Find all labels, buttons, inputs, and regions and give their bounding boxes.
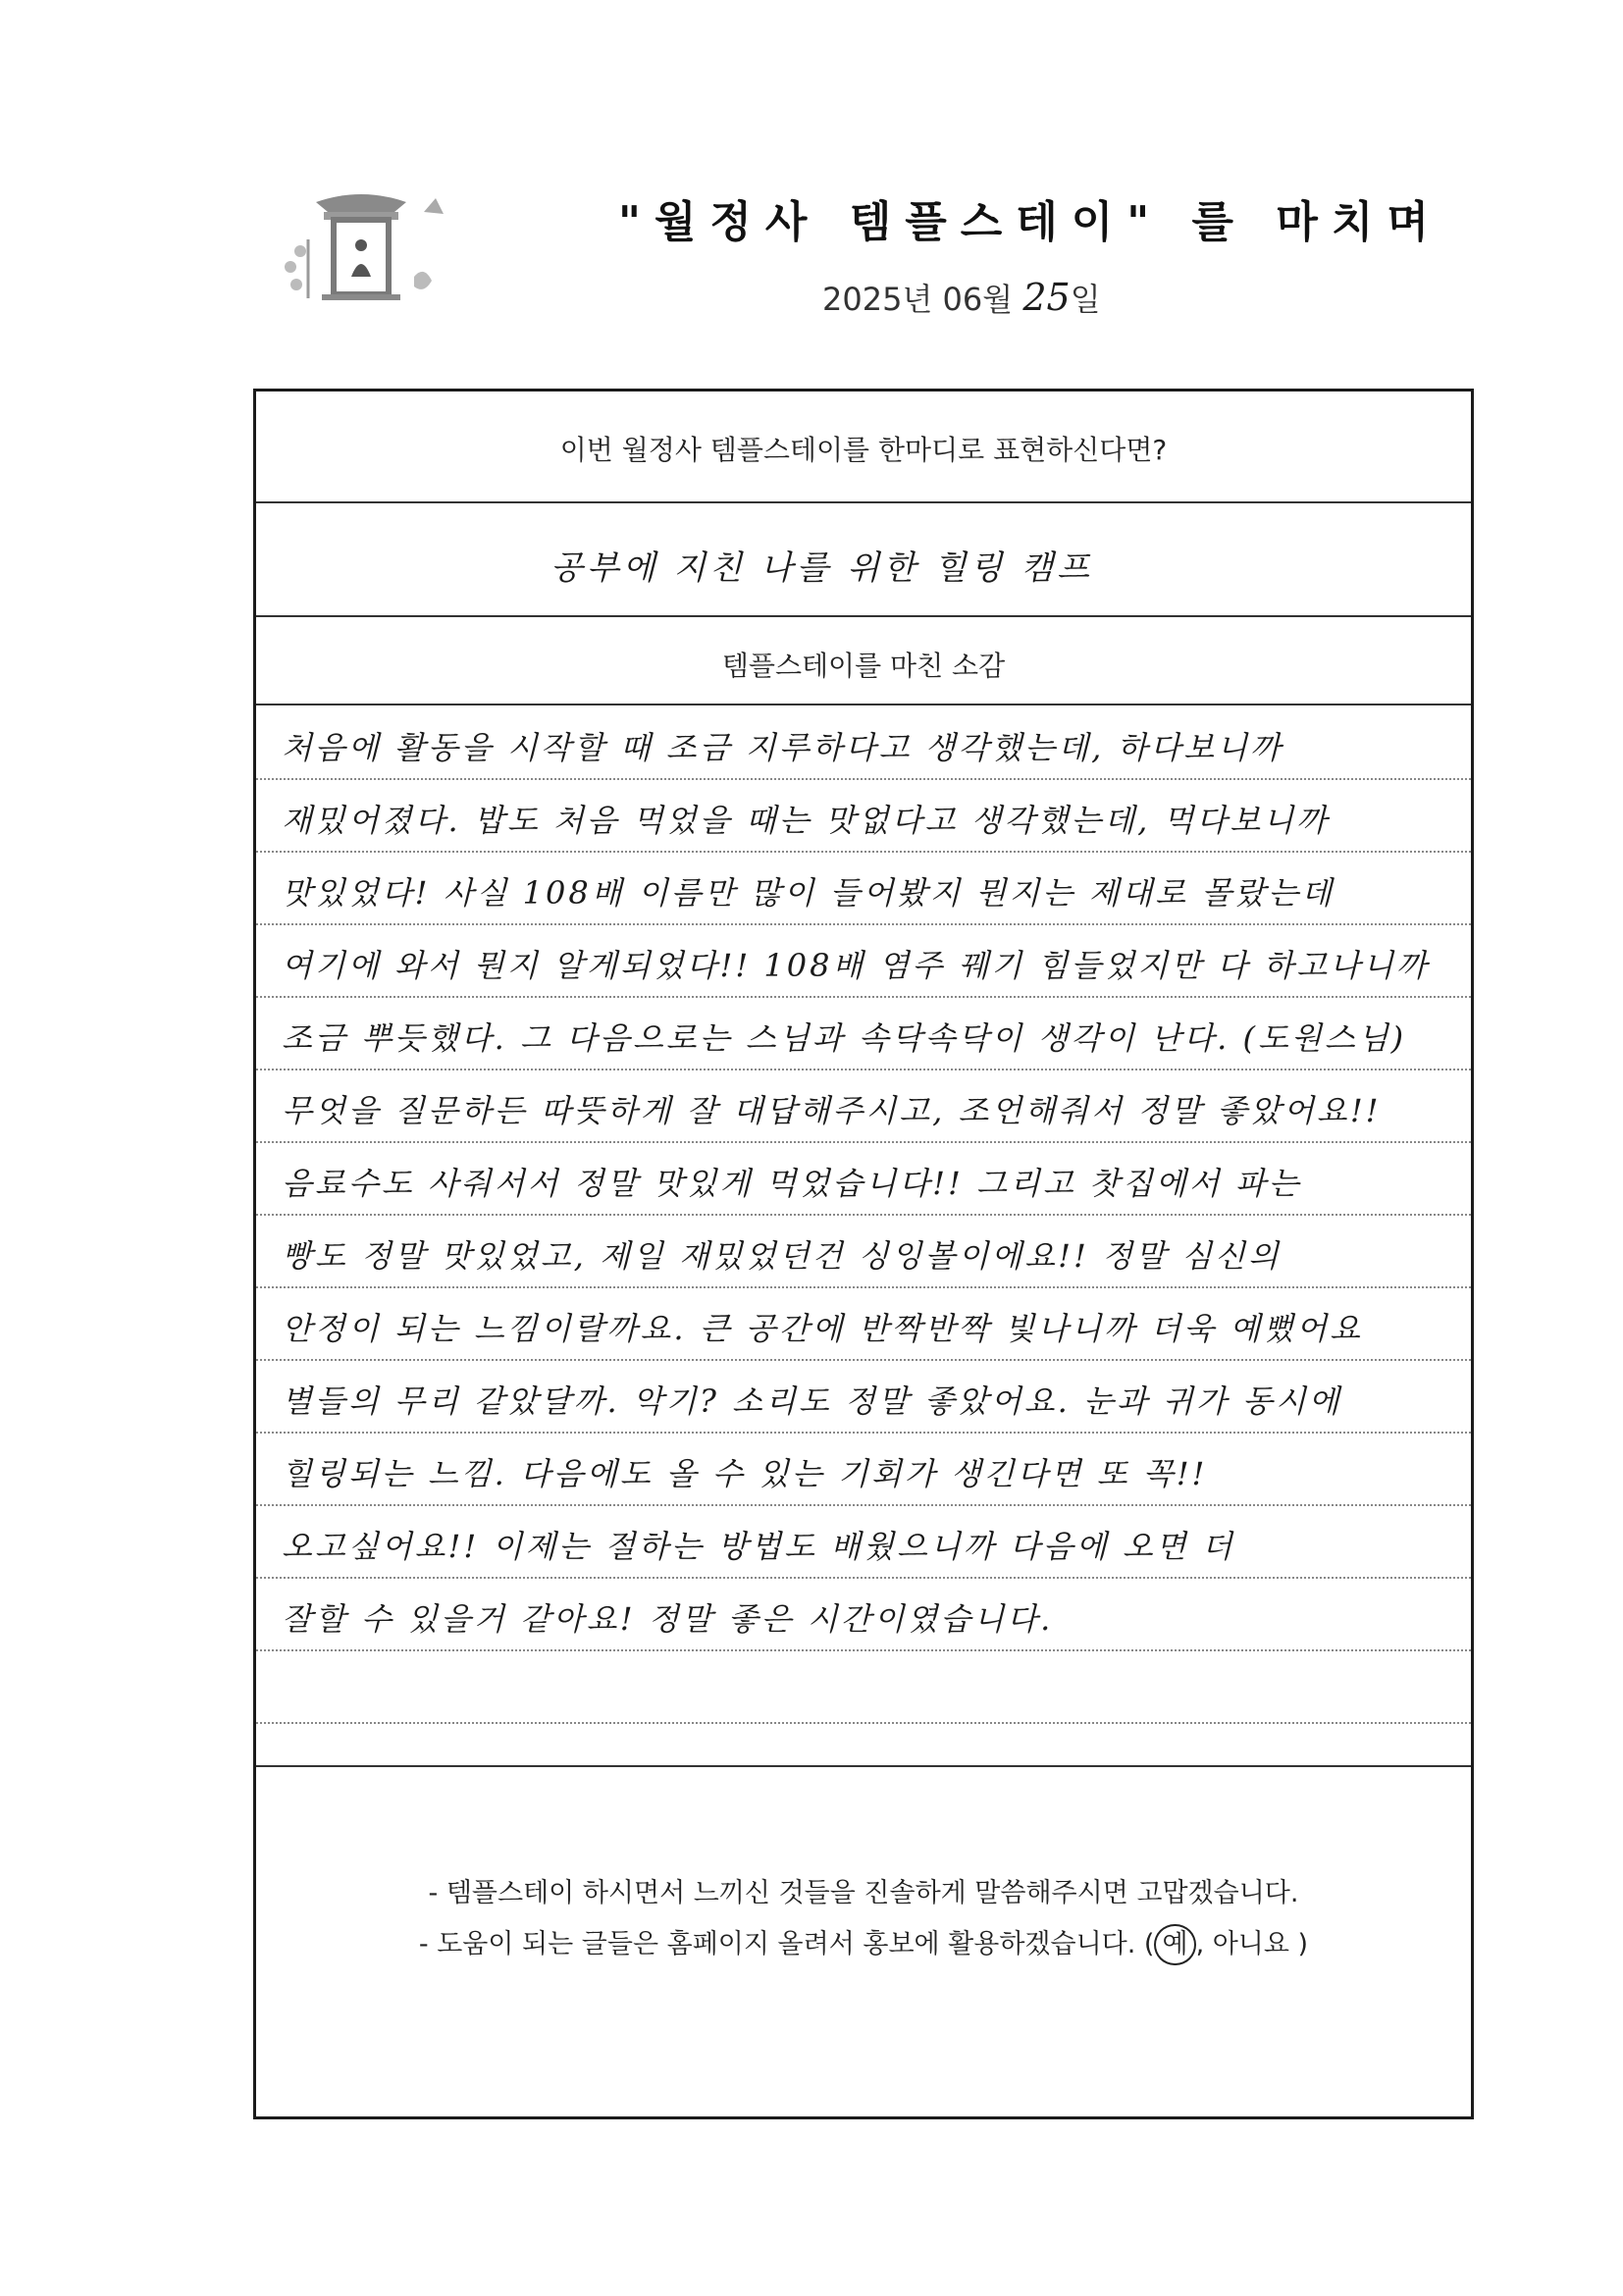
ruled-line	[256, 851, 1471, 853]
ruled-line	[256, 1214, 1471, 1216]
footer-note-one: - 템플스테이 하시면서 느끼신 것들을 진솔하게 말씀해주시면 고맙겠습니다.	[428, 1878, 1299, 1908]
ruled-line	[256, 1722, 1471, 1724]
ruled-line	[256, 1141, 1471, 1143]
ruled-line	[256, 1649, 1471, 1651]
ruled-line	[256, 923, 1471, 925]
impression-line: 재밌어졌다. 밥도 처음 먹었을 때는 맛없다고 생각했는데, 먹다보니까	[282, 802, 1331, 839]
footer-note-two	[256, 1922, 1471, 1965]
answer-one-handwritten: 공부에 지친 나를 위한 힐링 캠프	[550, 548, 1094, 588]
document-title: "월정사 템플스테이" 를 마치며	[618, 197, 1442, 247]
impression-line: 빵도 정말 맛있었고, 제일 재밌었던건 싱잉볼이에요!! 정말 심신의	[282, 1237, 1282, 1275]
ruled-line	[256, 1577, 1471, 1579]
date-prefix: 2025년 06월	[822, 281, 1014, 318]
ruled-line	[256, 1504, 1471, 1506]
ruled-line	[256, 1069, 1471, 1070]
impression-line: 오고싶어요!! 이제는 절하는 방법도 배웠으니까 다음에 오면 더	[282, 1528, 1235, 1565]
question-one: 이번 월정사 템플스테이를 한마디로 표현하신다면?	[559, 434, 1168, 466]
temple-logo-icon	[277, 183, 445, 314]
ruled-line	[256, 1432, 1471, 1434]
footer-note-two-prefix: - 도움이 되는 글들은 홈페이지 올려서 홍보에 활용하겠습니다. (	[418, 1929, 1155, 1959]
impression-line: 무엇을 질문하든 따뜻하게 잘 대답해주시고, 조언해줘서 정말 좋았어요!!	[282, 1092, 1382, 1129]
date-day-handwritten: 25	[1022, 276, 1071, 319]
footer-notes	[256, 1767, 1471, 2116]
impression-line: 처음에 활동을 시작할 때 조금 지루하다고 생각했는데, 하다보니까	[282, 729, 1284, 766]
consent-yes-circled: 예	[1154, 1924, 1195, 1965]
ruled-line	[256, 778, 1471, 780]
impression-line: 힐링되는 느낌. 다음에도 올 수 있는 기회가 생긴다면 또 꼭!!	[282, 1455, 1208, 1492]
impression-line: 여기에 와서 뭔지 알게되었다!! 108배 염주 꿰기 힘들었지만 다 하고나니까	[282, 947, 1430, 984]
question-one-row	[256, 391, 1471, 503]
feedback-form	[253, 389, 1474, 2119]
date-suffix: 일	[1070, 281, 1101, 318]
impressions-area	[256, 705, 1471, 1767]
impression-line: 안정이 되는 느낌이랄까요. 큰 공간에 반짝반짝 빛나니까 더욱 예뻤어요	[282, 1310, 1363, 1347]
answer-one-row	[256, 503, 1471, 617]
ruled-line	[256, 1286, 1471, 1288]
ruled-line	[256, 996, 1471, 998]
document-date	[822, 275, 1101, 320]
question-two-row	[256, 617, 1471, 705]
question-two: 템플스테이를 마친 소감	[721, 650, 1006, 682]
impression-line: 조금 뿌듯했다. 그 다음으로는 스님과 속닥속닥이 생각이 난다. (도원스님)	[282, 1019, 1407, 1057]
impression-line: 맛있었다! 사실 108배 이름만 많이 들어봤지 뭔지는 제대로 몰랐는데	[282, 874, 1335, 912]
ruled-line	[256, 1359, 1471, 1361]
footer-note-two-suffix: , 아니요 )	[1195, 1929, 1309, 1959]
impression-line: 별들의 무리 같았달까. 악기? 소리도 정말 좋았어요. 눈과 귀가 동시에	[282, 1383, 1342, 1420]
impression-line: 잘할 수 있을거 같아요! 정말 좋은 시간이였습니다.	[282, 1600, 1054, 1638]
impression-line: 음료수도 사줘서서 정말 맛있게 먹었습니다!! 그리고 찻집에서 파는	[282, 1165, 1302, 1202]
